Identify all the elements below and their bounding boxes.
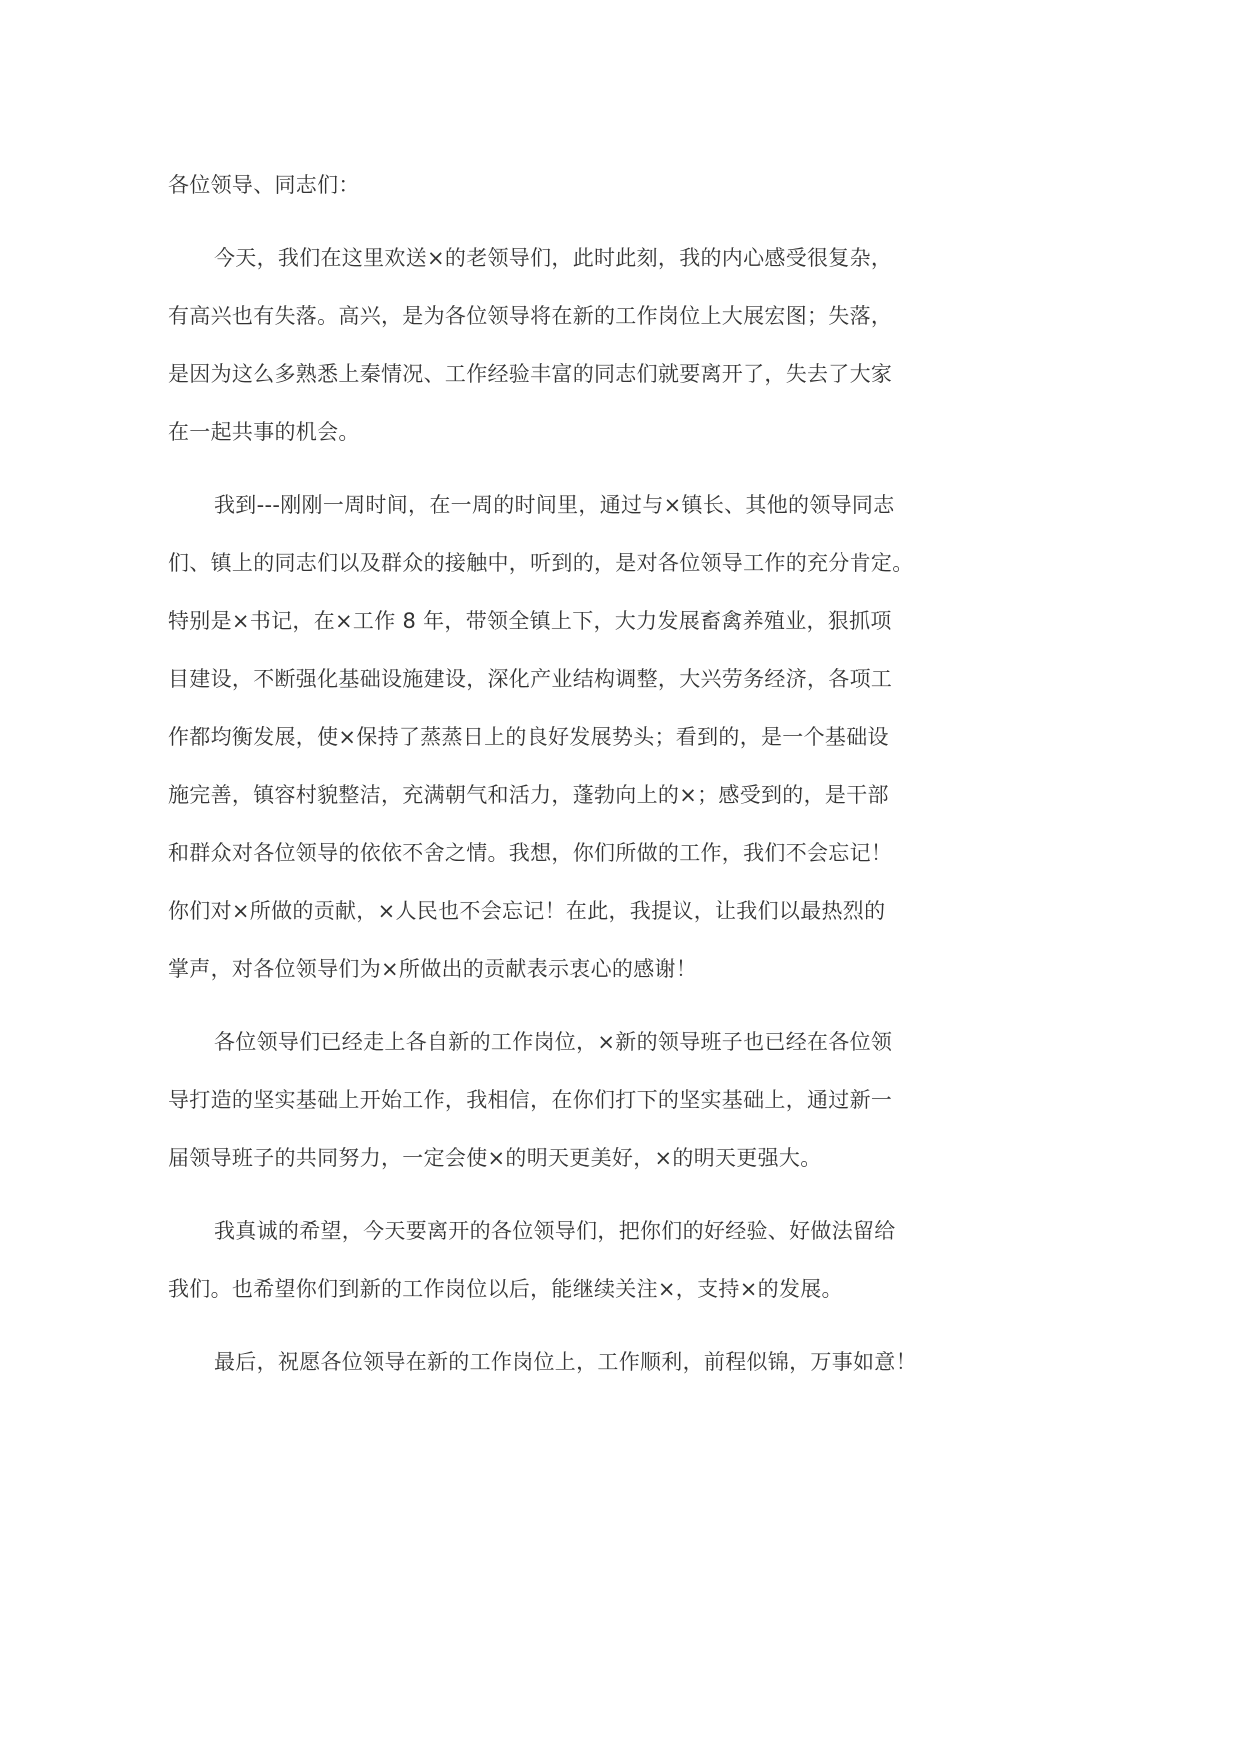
text-line: 最后，祝愿各位领导在新的工作岗位上，工作顺利，前程似锦，万事如意！ [214,1350,917,1374]
document-page [168,156,958,1406]
paragraph-2 [168,476,958,998]
text-line: 和群众对各位领导的依依不舍之情。我想，你们所做的工作，我们不会忘记！ [168,841,893,865]
salutation: 各位领导、同志们： [168,173,360,197]
text-line: 你们对×所做的贡献，×人民也不会忘记！在此，我提议，让我们以最热烈的 [168,899,886,923]
text-line: 特别是×书记，在×工作 8 年，带领全镇上下，大力发展畜禽养殖业，狠抓项 [168,609,892,633]
paragraph-4 [168,1202,958,1318]
text-line: 目建设，不断强化基础设施建设，深化产业结构调整，大兴劳务经济，各项工 [168,667,893,691]
text-line: 掌声，对各位领导们为×所做出的贡献表示衷心的感谢！ [168,957,698,981]
text-line: 作都均衡发展，使×保持了蒸蒸日上的良好发展势头；看到的，是一个基础设 [168,725,889,749]
text-line: 在一起共事的机会。 [168,420,360,444]
paragraph-5 [168,1333,958,1391]
text-line: 导打造的坚实基础上开始工作，我相信，在你们打下的坚实基础上，通过新一 [168,1088,893,1112]
text-line: 是因为这么多熟悉上秦情况、工作经验丰富的同志们就要离开了，失去了大家 [168,362,893,386]
text-line: 有高兴也有失落。高兴，是为各位领导将在新的工作岗位上大展宏图；失落， [168,304,893,328]
text-line: 们、镇上的同志们以及群众的接触中，听到的，是对各位领导工作的充分肯定。 [168,551,914,575]
text-line: 今天，我们在这里欢送×的老领导们，此时此刻，我的内心感受很复杂， [214,246,893,270]
text-line: 各位领导们已经走上各自新的工作岗位，×新的领导班子也已经在各位领 [214,1030,893,1054]
text-line: 我们。也希望你们到新的工作岗位以后，能继续关注×，支持×的发展。 [168,1277,843,1301]
paragraph-1 [168,229,958,461]
text-line: 施完善，镇容村貌整洁，充满朝气和活力，蓬勃向上的×；感受到的，是干部 [168,783,889,807]
text-line: 届领导班子的共同努力，一定会使×的明天更美好，×的明天更强大。 [168,1146,822,1170]
text-line: 我真诚的希望，今天要离开的各位领导们，把你们的好经验、好做法留给 [214,1219,896,1243]
paragraph-3 [168,1013,958,1187]
text-line: 我到---刚刚一周时间，在一周的时间里，通过与×镇长、其他的领导同志 [214,493,895,517]
